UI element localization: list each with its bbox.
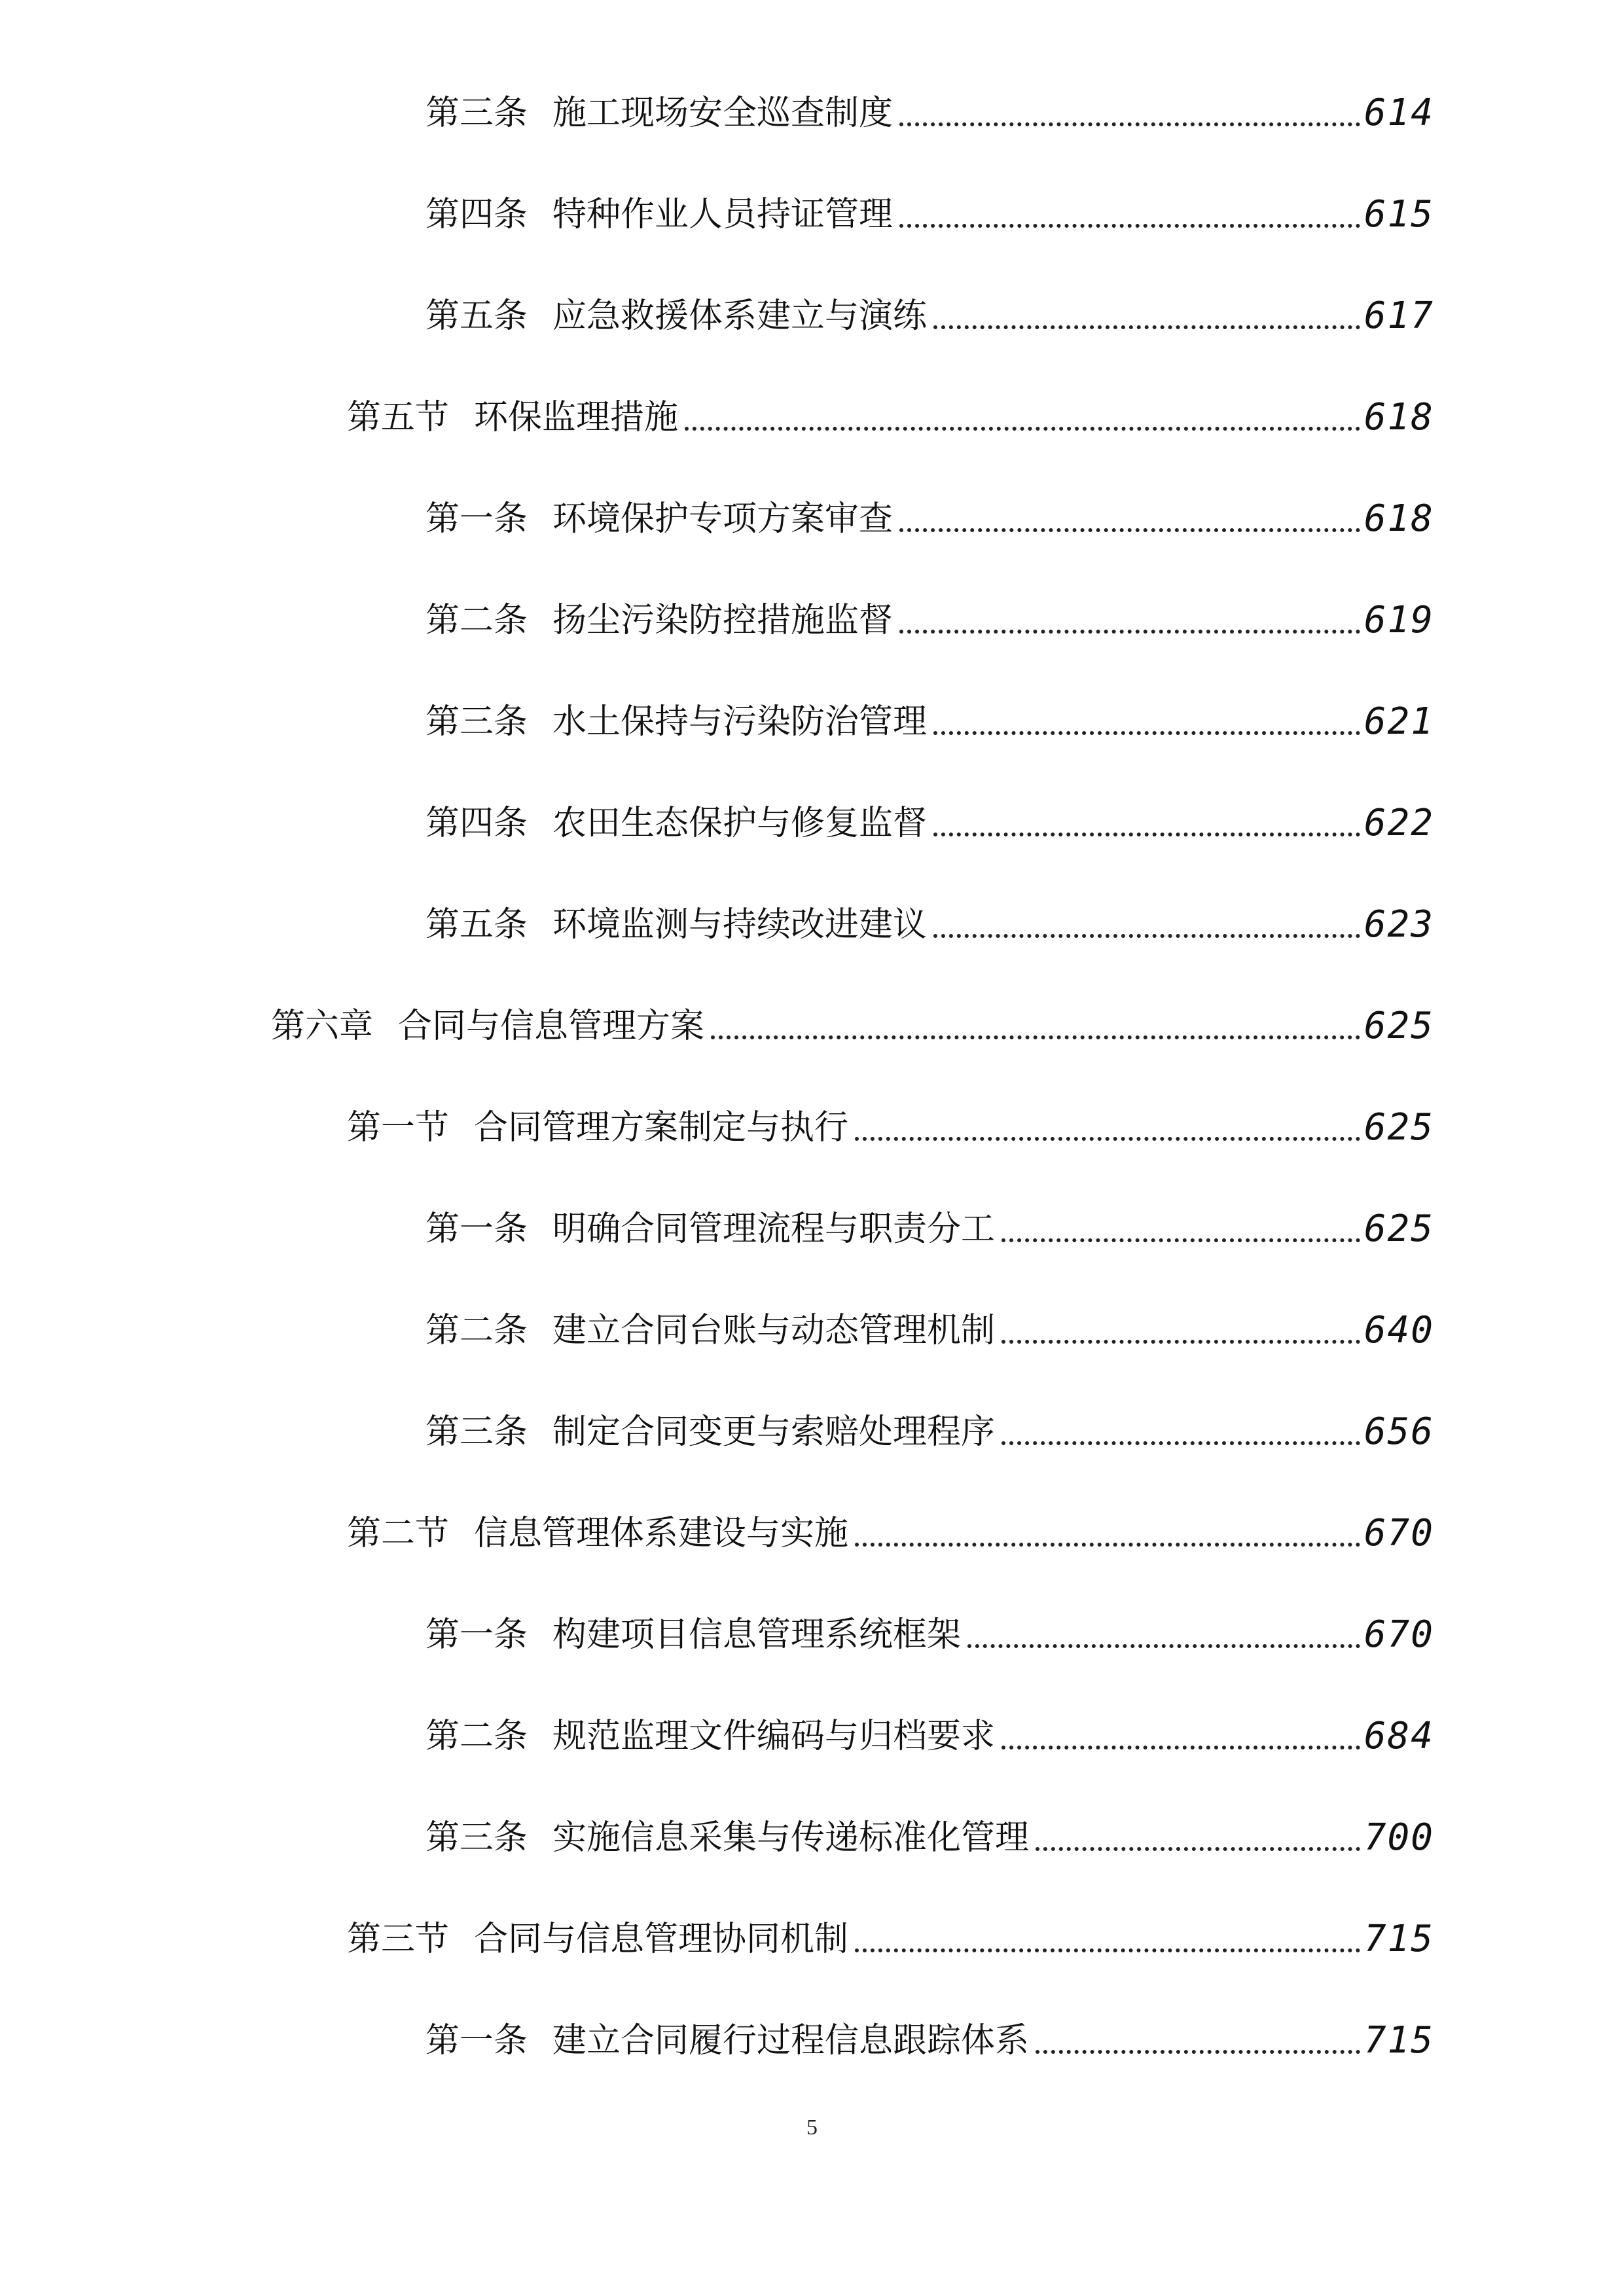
toc-entry-number: 第二节: [347, 1514, 450, 1553]
toc-dot-leader: [1001, 1340, 1360, 1344]
toc-entry-number: 第三条: [425, 94, 528, 133]
toc-entry-title: 环境监测与持续改进建议: [552, 905, 928, 944]
toc-entry-page: 623: [1363, 903, 1434, 946]
toc-entry-title: 规范监理文件编码与归档要求: [552, 1717, 996, 1756]
toc-entry[interactable]: [425, 1710, 1434, 1763]
page-number: 5: [806, 2115, 818, 2140]
toc-entry[interactable]: [425, 594, 1434, 647]
toc-entry-page: 684: [1363, 1715, 1434, 1757]
toc-entry-page: 617: [1363, 295, 1434, 337]
toc-entry-title: 特种作业人员持证管理: [552, 195, 893, 234]
toc-entry-number: 第三条: [425, 1412, 528, 1452]
toc-entry-title: 建立合同履行过程信息跟踪体系: [552, 2021, 1030, 2060]
toc-entry-title: 农田生态保护与修复监督: [552, 804, 928, 843]
toc-dot-leader: [1036, 2050, 1360, 2054]
toc-entry-number: 第四条: [425, 195, 528, 234]
toc-entry-title: 实施信息采集与传递标准化管理: [552, 1818, 1030, 1857]
toc-entry[interactable]: [425, 493, 1434, 545]
toc-dot-leader: [967, 1644, 1360, 1648]
toc-entry-title: 扬尘污染防控措施监督: [552, 601, 893, 640]
toc-entry-number: 第五条: [425, 905, 528, 944]
toc-entry-number: 第六章: [271, 1007, 374, 1046]
toc-entry-number: 第一条: [425, 1210, 528, 1249]
toc-entry[interactable]: [425, 1304, 1434, 1357]
toc-entry-page: 618: [1363, 396, 1434, 439]
toc-entry[interactable]: [347, 1507, 1434, 1560]
toc-entry[interactable]: [347, 1913, 1434, 1965]
toc-entry[interactable]: [347, 391, 1434, 444]
toc-entry-page: 715: [1363, 1918, 1434, 1960]
toc-entry-title: 水土保持与污染防治管理: [552, 702, 928, 742]
toc-entry[interactable]: [425, 1609, 1434, 1661]
toc-entry-title: 施工现场安全巡查制度: [552, 94, 893, 133]
toc-dot-leader: [685, 427, 1360, 431]
toc-entry-number: 第五条: [425, 296, 528, 336]
toc-entry-title: 信息管理体系建设与实施: [474, 1514, 849, 1553]
toc-entry-number: 第二条: [425, 1311, 528, 1350]
toc-entry-page: 618: [1363, 497, 1434, 540]
toc-entry-title: 合同管理方案制定与执行: [474, 1108, 849, 1147]
toc-entry[interactable]: [425, 290, 1434, 342]
toc-entry[interactable]: [425, 696, 1434, 748]
toc-entry[interactable]: [347, 1102, 1434, 1154]
toc-entry-title: 制定合同变更与索赔处理程序: [552, 1412, 996, 1452]
toc-dot-leader: [933, 731, 1360, 735]
toc-entry-number: 第一节: [347, 1108, 450, 1147]
toc-entry-title: 环保监理措施: [474, 398, 679, 437]
toc-dot-leader: [855, 1137, 1360, 1141]
toc-dot-leader: [899, 528, 1360, 532]
toc-entry-page: 670: [1363, 1613, 1434, 1656]
toc-entry-title: 明确合同管理流程与职责分工: [552, 1210, 996, 1249]
toc-entry[interactable]: [425, 188, 1434, 241]
toc-entry[interactable]: [425, 797, 1434, 850]
toc-dot-leader: [1001, 1441, 1360, 1445]
toc-entry-page: 700: [1363, 1816, 1434, 1859]
toc-entry-page: 621: [1363, 700, 1434, 743]
toc-dot-leader: [933, 325, 1360, 329]
toc-entry[interactable]: [425, 899, 1434, 951]
toc-entry-number: 第二条: [425, 1717, 528, 1756]
toc-entry-page: 622: [1363, 802, 1434, 844]
toc-entry-page: 640: [1363, 1309, 1434, 1352]
toc-entry-number: 第二条: [425, 601, 528, 640]
toc-entry[interactable]: [271, 1000, 1434, 1052]
toc-entry-title: 合同与信息管理协同机制: [474, 1920, 849, 1959]
toc-entry[interactable]: [425, 1203, 1434, 1255]
toc-dot-leader: [1001, 1746, 1360, 1749]
toc-entry-title: 合同与信息管理方案: [398, 1007, 705, 1046]
toc-entry-page: 715: [1363, 2019, 1434, 2062]
toc-entry-number: 第一条: [425, 2021, 528, 2060]
toc-dot-leader: [1001, 1238, 1360, 1242]
toc-dot-leader: [711, 1035, 1360, 1039]
toc-entry-number: 第三条: [425, 1818, 528, 1857]
toc-dot-leader: [933, 833, 1360, 836]
toc-entry-number: 第四条: [425, 804, 528, 843]
toc-entry-title: 应急救援体系建立与演练: [552, 296, 928, 336]
toc-entry-page: 625: [1363, 1005, 1434, 1047]
toc-entry-title: 建立合同台账与动态管理机制: [552, 1311, 996, 1350]
toc-entry-number: 第一条: [425, 499, 528, 539]
toc-dot-leader: [855, 1948, 1360, 1952]
toc-dot-leader: [899, 224, 1360, 228]
toc-dot-leader: [899, 122, 1360, 126]
toc-entry-number: 第三条: [425, 702, 528, 742]
toc-dot-leader: [899, 630, 1360, 634]
toc-entry-number: 第一条: [425, 1615, 528, 1655]
toc-entry-page: 619: [1363, 599, 1434, 641]
toc-entry[interactable]: [425, 1812, 1434, 1864]
toc-entry-number: 第三节: [347, 1920, 450, 1959]
toc-entry-page: 625: [1363, 1106, 1434, 1149]
toc-entry-title: 环境保护专项方案审查: [552, 499, 893, 539]
toc-entry-page: 670: [1363, 1512, 1434, 1554]
toc-entry-number: 第五节: [347, 398, 450, 437]
toc-dot-leader: [1036, 1847, 1360, 1851]
toc-entry-page: 656: [1363, 1410, 1434, 1453]
toc-entry-page: 614: [1363, 92, 1434, 134]
toc-entry-page: 625: [1363, 1208, 1434, 1250]
toc-entry-title: 构建项目信息管理系统框架: [552, 1615, 962, 1655]
toc-entry[interactable]: [425, 2015, 1434, 2067]
toc-entry[interactable]: [425, 87, 1434, 139]
toc-entry[interactable]: [425, 1406, 1434, 1458]
toc-dot-leader: [855, 1543, 1360, 1547]
toc-dot-leader: [933, 934, 1360, 938]
toc-entry-page: 615: [1363, 193, 1434, 236]
